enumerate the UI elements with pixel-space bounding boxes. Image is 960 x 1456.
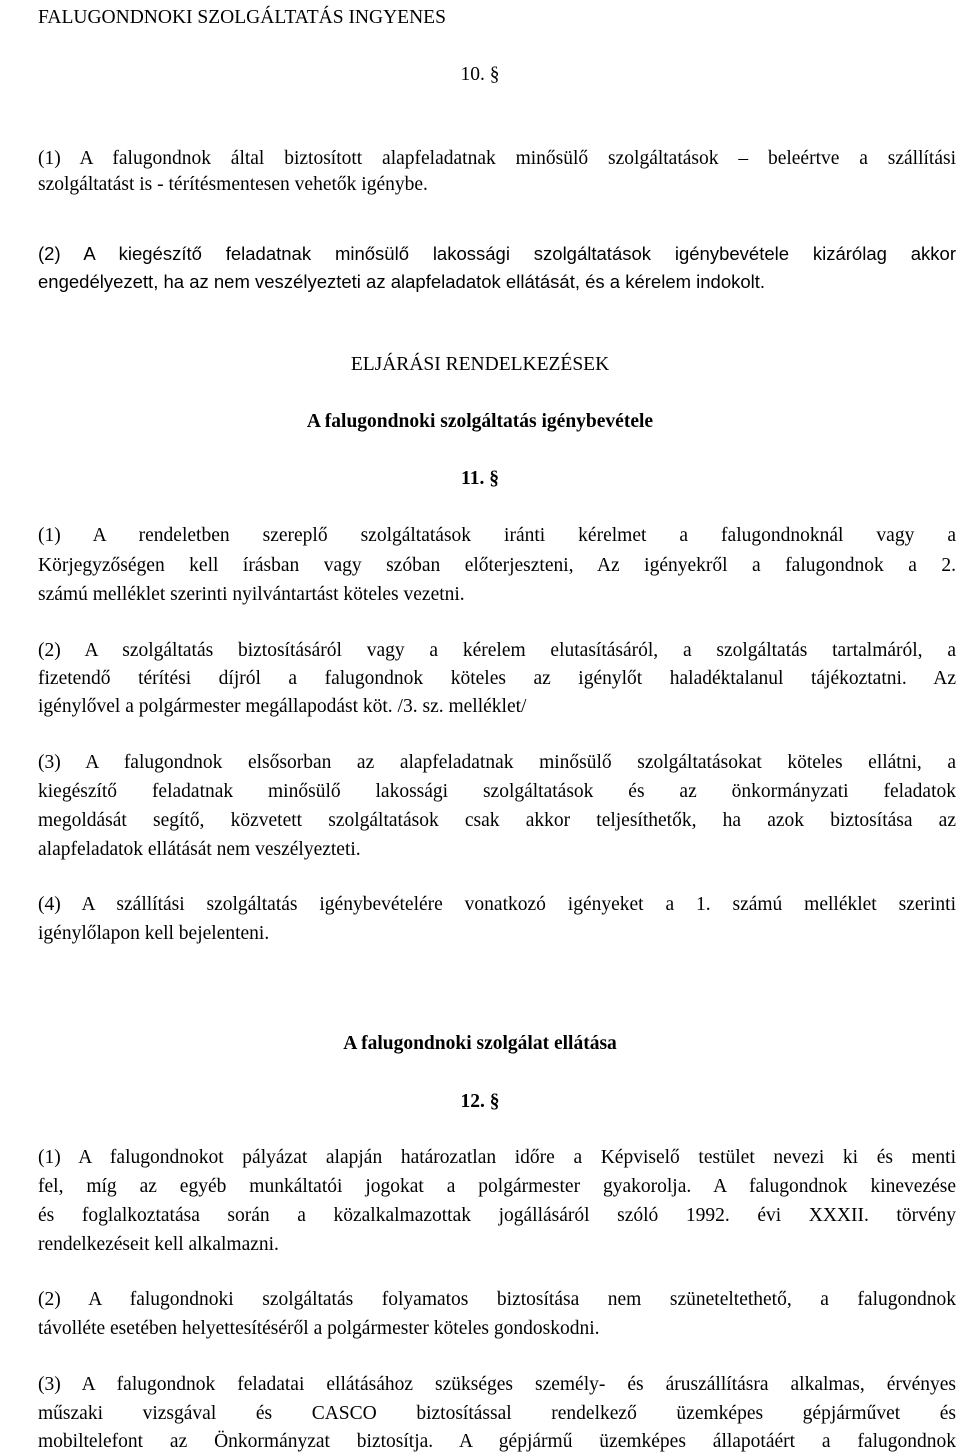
section-12-p1-line-4: rendelkezéseit kell alkalmazni. [38, 1234, 279, 1255]
section-11-p3-line-4: alapfeladatok ellátását nem veszélyezteti. [38, 839, 361, 860]
section-12-p2-line-2: távolléte esetében helyettesítéséről a polgármester köteles gondoskodni. [38, 1318, 600, 1339]
section-12-p2-line-1: (2) A falugondnoki szolgáltatás folyamatos biztosítása nem szüneteltethető, a falugondnok [38, 1289, 956, 1310]
section-12-p1-line-3: és foglalkoztatása során a közalkalmazottak jogállásáról szóló 1992. évi XXXII. törvény [38, 1205, 956, 1226]
section-11-heading: 11. § [461, 468, 499, 489]
section-11-p3-line-3: megoldását segítő, közvetett szolgáltatások csak akkor teljesíthetők, ha azok biztosítása az [38, 810, 956, 831]
section-12-p3-line-1: (3) A falugondnok feladatai ellátásához szükséges személy- és áruszállításra alkalmas, érvényes [38, 1374, 956, 1395]
section-12-p3-line-3: mobiltelefont az Önkormányzat biztosítja. A gépjármű üzemképes állapotáért a falugondnok [38, 1431, 956, 1452]
section-11-p1-line-1: (1) A rendeletben szereplő szolgáltatások iránti kérelmet a falugondnoknál vagy a [38, 525, 956, 546]
subtitle-service-usage: A falugondnoki szolgáltatás igénybevétele [306, 411, 654, 432]
section-12-p3-line-2: műszaki vizsgával és CASCO biztosítással rendelkező üzemképes gépjárművet és [38, 1403, 956, 1424]
subtitle-service-provision: A falugondnoki szolgálat ellátása [343, 1033, 617, 1054]
document-header-title: FALUGONDNOKI SZOLGÁLTATÁS INGYENES [38, 7, 446, 28]
section-10-p2-line-1: (2) A kiegészítő feladatnak minősülő lakossági szolgáltatások igénybevétele kizárólag akkor [38, 243, 956, 264]
section-10-p2-line-2: engedélyezett, ha az nem veszélyezteti az alapfeladatok ellátását, és a kérelem indokolt. [38, 271, 766, 292]
section-11-p4-line-1: (4) A szállítási szolgáltatás igénybevételére vonatkozó igényeket a 1. számú melléklet szerinti [38, 894, 956, 915]
section-11-p2-line-1: (2) A szolgáltatás biztosításáról vagy a kérelem elutasításáról, a szolgáltatás tartalmáról, a [38, 640, 956, 661]
section-11-p2-line-2: fizetendő térítési díjról a falugondnok köteles az igénylőt haladéktalanul tájékoztatni. Az [38, 668, 956, 689]
section-11-p3-line-1: (3) A falugondnok elsősorban az alapfeladatnak minősülő szolgáltatásokat köteles ellátni, a [38, 752, 956, 773]
section-10-heading: 10. § [460, 64, 500, 85]
procedure-section-title: ELJÁRÁSI RENDELKEZÉSEK [350, 354, 610, 375]
section-11-p2-line-3: igénylővel a polgármester megállapodást köt. /3. sz. melléklet/ [38, 696, 527, 717]
section-12-heading: 12. § [460, 1091, 500, 1112]
section-11-p1-line-3: számú melléklet szerinti nyilvántartást köteles vezetni. [38, 584, 465, 605]
section-11-p3-line-2: kiegészítő feladatnak minősülő lakossági szolgáltatások és az önkormányzati feladatok [38, 781, 956, 802]
section-11-p4-line-2: igénylőlapon kell bejelenteni. [38, 923, 270, 944]
section-12-p1-line-2: fel, míg az egyéb munkáltatói jogokat a polgármester gyakorolja. A falugondnok kinevezése [38, 1176, 956, 1197]
section-12-p1-line-1: (1) A falugondnokot pályázat alapján határozatlan időre a Képviselő testület nevezi ki és menti [38, 1147, 956, 1168]
section-11-p1-line-2: Körjegyzőségen kell írásban vagy szóban előterjeszteni, Az igényekről a falugondnok a 2. [38, 555, 956, 576]
section-10-p1-line-2: szolgáltatást is - térítésmentesen vehetők igénybe. [38, 174, 428, 195]
section-10-p1-line-1: (1) A falugondnok által biztosított alapfeladatnak minősülő szolgáltatások – beleértve a szállítási [38, 148, 956, 169]
